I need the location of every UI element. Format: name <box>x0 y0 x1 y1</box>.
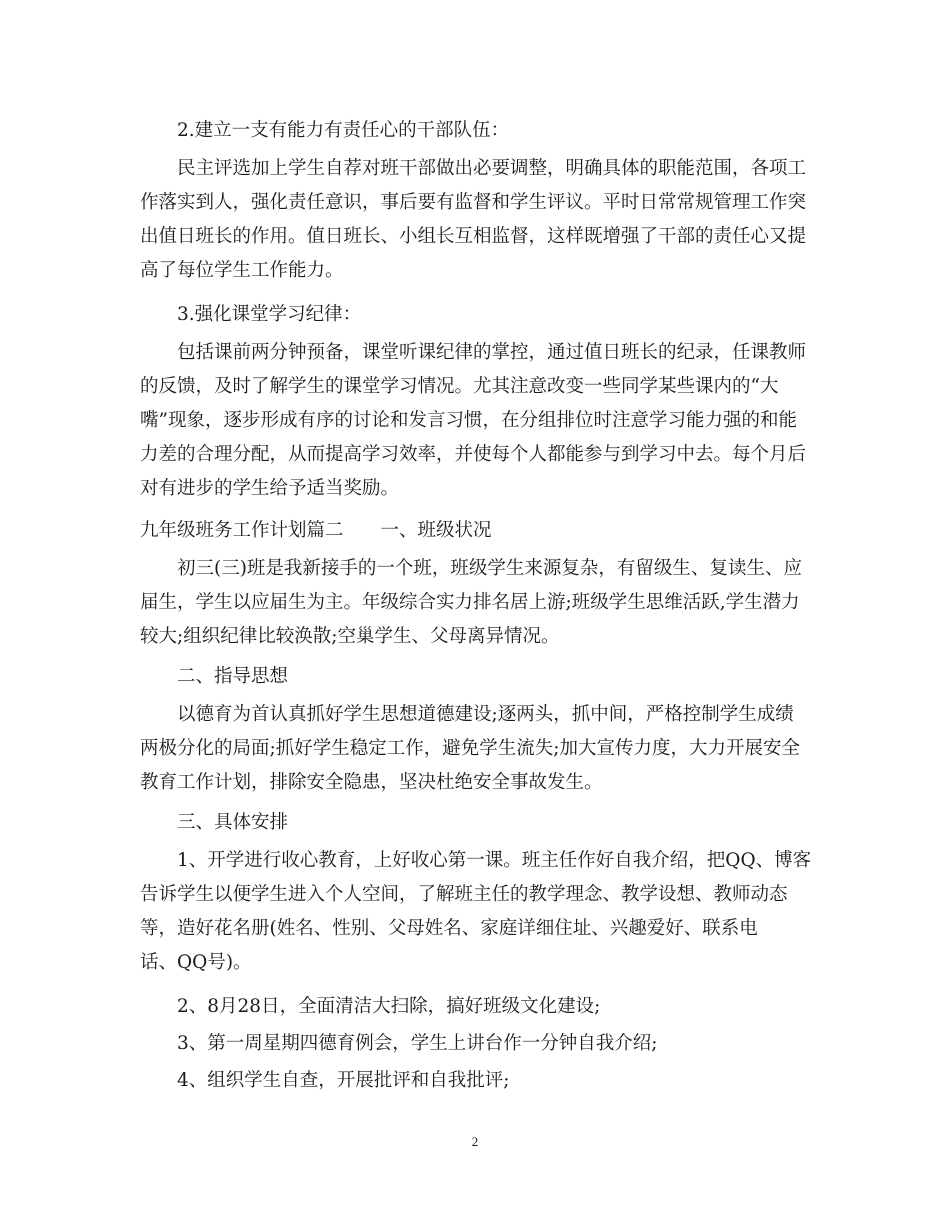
text-line: 1、开学进行收心教育，上好收心第一课。班主任作好自我介绍，把QQ、博客 <box>177 850 812 871</box>
paragraph-class-situation <box>140 552 820 654</box>
heading-cadre-team <box>140 114 820 148</box>
text-line: 届生，学生以应届生为主。年级综合实力排名居上游;班级学生思维活跃,学生潜力 <box>140 592 800 613</box>
list-item-arrangement-4 <box>140 1064 820 1098</box>
text-line: 告诉学生以便学生进入个人空间，了解班主任的教学理念、教学设想、教师动态 <box>140 884 788 905</box>
text-line: 2、8月28日，全面清洁大扫除，搞好班级文化建设; <box>177 996 601 1017</box>
text-line: 的反馈，及时了解学生的课堂学习情况。尤其注意改变一些同学某些课内的“大 <box>140 376 779 397</box>
list-item-arrangement-2 <box>140 990 820 1024</box>
text-line: 二、指导思想 <box>177 666 289 687</box>
text-line: 以德育为首认真抓好学生思想道德建设;逐两头，抓中间，严格控制学生成绩 <box>177 704 794 725</box>
text-line: 初三(三)班是我新接手的一个班，班级学生来源复杂，有留级生、复读生、应 <box>177 558 802 579</box>
text-line: 话、QQ号)。 <box>140 952 252 973</box>
text-line: 包括课前两分钟预备，课堂听课纪律的掌控，通过值日班长的纪录，任课教师 <box>177 342 807 363</box>
text-line: 三、具体安排 <box>177 812 289 833</box>
text-line: 嘴”现象，逐步形成有序的讨论和发言习惯，在分组排位时注意学习能力强的和能 <box>140 410 797 431</box>
paragraph-cadre-team <box>140 152 820 288</box>
text-line: 高了每位学生工作能力。 <box>140 260 344 281</box>
text-line: 3、第一周星期四德育例会，学生上讲台作一分钟自我介绍; <box>177 1033 658 1054</box>
text-line: 对有进步的学生给予适当奖励。 <box>140 478 400 499</box>
text-line: 出值日班长的作用。值日班长、小组长互相监督，这样既增强了干部的责任心又提 <box>140 226 807 247</box>
text-line: 2.建立一支有能力有责任心的干部队伍： <box>177 120 510 141</box>
page-number: 2 <box>471 1134 479 1149</box>
heading-specific-arrangements <box>140 806 820 840</box>
text-line: 民主评选加上学生自荐对班干部做出必要调整，明确具体的职能范围，各项工 <box>177 158 807 179</box>
text-line: 作落实到人，强化责任意识，事后要有监督和学生评议。平时日常常规管理工作突 <box>140 192 807 213</box>
heading-plan-two <box>140 514 820 548</box>
text-line: 4、组织学生自查，开展批评和自我批评; <box>177 1070 510 1091</box>
paragraph-guiding-ideology <box>140 698 820 800</box>
heading-guiding-ideology <box>140 660 820 694</box>
list-item-arrangement-3 <box>140 1027 820 1061</box>
heading-classroom-discipline <box>140 298 820 332</box>
list-item-arrangement-1 <box>140 844 820 980</box>
text-line: 两极分化的局面;抓好学生稳定工作，避免学生流失;加大宣传力度，大力开展安全 <box>140 738 800 759</box>
text-line: 3.强化课堂学习纪律： <box>177 304 362 325</box>
text-line: 教育工作计划，排除安全隐患，坚决杜绝安全事故发生。 <box>140 772 603 793</box>
text-line: 较大;组织纪律比较涣散;空巢学生、父母离异情况。 <box>140 626 560 647</box>
text-line: 等，造好花名册(姓名、性别、父母姓名、家庭详细住址、兴趣爱好、联系电 <box>140 918 758 939</box>
text-line: 九年级班务工作计划篇二 一、班级状况 <box>140 520 492 541</box>
paragraph-classroom-discipline <box>140 336 820 506</box>
text-line: 力差的合理分配，从而提高学习效率，并使每个人都能参与到学习中去。每个月后 <box>140 444 807 465</box>
